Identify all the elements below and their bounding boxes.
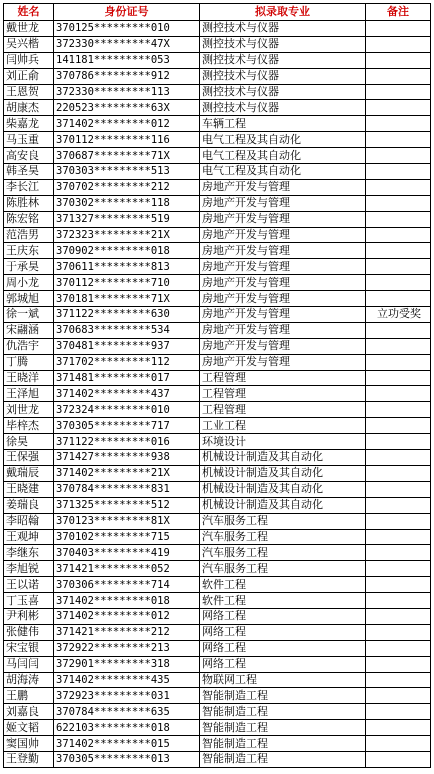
cell-major: 智能制造工程 bbox=[200, 736, 366, 752]
cell-name: 刘世龙 bbox=[4, 402, 54, 418]
cell-id-number: 370481*********937 bbox=[54, 338, 200, 354]
cell-note bbox=[366, 624, 431, 640]
cell-name: 王泽旭 bbox=[4, 386, 54, 402]
cell-major: 房地产开发与管理 bbox=[200, 227, 366, 243]
cell-major: 房地产开发与管理 bbox=[200, 275, 366, 291]
cell-name: 吴兴楷 bbox=[4, 36, 54, 52]
table-row bbox=[4, 418, 431, 434]
cell-name: 王晓洋 bbox=[4, 370, 54, 386]
table-row bbox=[4, 211, 431, 227]
cell-name: 王以诺 bbox=[4, 577, 54, 593]
cell-id-number: 371421*********052 bbox=[54, 561, 200, 577]
table-row bbox=[4, 116, 431, 132]
table-row bbox=[4, 84, 431, 100]
cell-name: 丁玉喜 bbox=[4, 593, 54, 609]
table-row bbox=[4, 164, 431, 180]
cell-major: 汽车服务工程 bbox=[200, 545, 366, 561]
table-row bbox=[4, 195, 431, 211]
cell-note bbox=[366, 751, 431, 767]
cell-note bbox=[366, 259, 431, 275]
cell-id-number: 371402*********21X bbox=[54, 465, 200, 481]
cell-id-number: 370784*********831 bbox=[54, 481, 200, 497]
table-row bbox=[4, 593, 431, 609]
cell-major: 电气工程及其自动化 bbox=[200, 148, 366, 164]
cell-name: 李昭翰 bbox=[4, 513, 54, 529]
cell-name: 尹利彬 bbox=[4, 608, 54, 624]
table-row bbox=[4, 322, 431, 338]
cell-id-number: 372323*********21X bbox=[54, 227, 200, 243]
cell-name: 于承昊 bbox=[4, 259, 54, 275]
cell-id-number: 370123*********81X bbox=[54, 513, 200, 529]
cell-name: 王恩贺 bbox=[4, 84, 54, 100]
cell-note bbox=[366, 116, 431, 132]
cell-major: 工业工程 bbox=[200, 418, 366, 434]
table-row bbox=[4, 465, 431, 481]
cell-note bbox=[366, 386, 431, 402]
header-row bbox=[4, 4, 431, 21]
cell-major: 房地产开发与管理 bbox=[200, 259, 366, 275]
table-row bbox=[4, 402, 431, 418]
table-row bbox=[4, 688, 431, 704]
cell-major: 房地产开发与管理 bbox=[200, 354, 366, 370]
cell-name: 姜瑞良 bbox=[4, 497, 54, 513]
table-row bbox=[4, 577, 431, 593]
table-row bbox=[4, 624, 431, 640]
table-row bbox=[4, 227, 431, 243]
cell-major: 工程管理 bbox=[200, 386, 366, 402]
cell-major: 测控技术与仪器 bbox=[200, 52, 366, 68]
table-row bbox=[4, 656, 431, 672]
cell-name: 毕梓杰 bbox=[4, 418, 54, 434]
cell-major: 汽车服务工程 bbox=[200, 529, 366, 545]
cell-note bbox=[366, 561, 431, 577]
table-row bbox=[4, 497, 431, 513]
cell-name: 李长江 bbox=[4, 179, 54, 195]
cell-id-number: 220523*********63X bbox=[54, 100, 200, 116]
cell-id-number: 372923*********031 bbox=[54, 688, 200, 704]
cell-id-number: 370786*********912 bbox=[54, 68, 200, 84]
cell-name: 王登勤 bbox=[4, 751, 54, 767]
cell-major: 机械设计制造及其自动化 bbox=[200, 481, 366, 497]
cell-id-number: 372330*********47X bbox=[54, 36, 200, 52]
cell-id-number: 371325*********512 bbox=[54, 497, 200, 513]
table-row bbox=[4, 21, 431, 37]
cell-major: 房地产开发与管理 bbox=[200, 338, 366, 354]
cell-id-number: 371122*********016 bbox=[54, 434, 200, 450]
cell-id-number: 370611*********813 bbox=[54, 259, 200, 275]
cell-major: 网络工程 bbox=[200, 608, 366, 624]
cell-note bbox=[366, 291, 431, 307]
cell-note bbox=[366, 36, 431, 52]
cell-name: 李旭锐 bbox=[4, 561, 54, 577]
table-row bbox=[4, 370, 431, 386]
cell-id-number: 372922*********213 bbox=[54, 640, 200, 656]
table-row bbox=[4, 450, 431, 466]
cell-note bbox=[366, 132, 431, 148]
cell-name: 刘嘉良 bbox=[4, 704, 54, 720]
cell-major: 物联网工程 bbox=[200, 672, 366, 688]
cell-major: 测控技术与仪器 bbox=[200, 100, 366, 116]
cell-major: 软件工程 bbox=[200, 593, 366, 609]
cell-name: 马玉重 bbox=[4, 132, 54, 148]
cell-major: 网络工程 bbox=[200, 624, 366, 640]
cell-major: 机械设计制造及其自动化 bbox=[200, 450, 366, 466]
cell-note bbox=[366, 688, 431, 704]
cell-note bbox=[366, 529, 431, 545]
cell-name: 宋宝银 bbox=[4, 640, 54, 656]
cell-note bbox=[366, 148, 431, 164]
cell-note bbox=[366, 720, 431, 736]
cell-id-number: 370112*********116 bbox=[54, 132, 200, 148]
cell-id-number: 371402*********012 bbox=[54, 608, 200, 624]
cell-major: 房地产开发与管理 bbox=[200, 195, 366, 211]
cell-major: 测控技术与仪器 bbox=[200, 68, 366, 84]
cell-major: 工程管理 bbox=[200, 370, 366, 386]
table-row bbox=[4, 132, 431, 148]
cell-major: 软件工程 bbox=[200, 577, 366, 593]
table-row bbox=[4, 545, 431, 561]
cell-note bbox=[366, 52, 431, 68]
cell-id-number: 370102*********715 bbox=[54, 529, 200, 545]
cell-note bbox=[366, 593, 431, 609]
cell-name: 郭城旭 bbox=[4, 291, 54, 307]
cell-note bbox=[366, 608, 431, 624]
cell-note bbox=[366, 243, 431, 259]
cell-note bbox=[366, 418, 431, 434]
cell-name: 刘正俞 bbox=[4, 68, 54, 84]
cell-major: 房地产开发与管理 bbox=[200, 179, 366, 195]
table-row bbox=[4, 148, 431, 164]
cell-note bbox=[366, 513, 431, 529]
table-row bbox=[4, 751, 431, 767]
cell-name: 丁腾 bbox=[4, 354, 54, 370]
cell-id-number: 141181*********053 bbox=[54, 52, 200, 68]
cell-major: 机械设计制造及其自动化 bbox=[200, 497, 366, 513]
cell-major: 测控技术与仪器 bbox=[200, 84, 366, 100]
cell-note: 立功受奖 bbox=[366, 307, 431, 323]
table-row bbox=[4, 608, 431, 624]
cell-major: 房地产开发与管理 bbox=[200, 243, 366, 259]
cell-name: 窦国帅 bbox=[4, 736, 54, 752]
cell-major: 智能制造工程 bbox=[200, 751, 366, 767]
cell-note bbox=[366, 227, 431, 243]
cell-note bbox=[366, 84, 431, 100]
cell-major: 智能制造工程 bbox=[200, 704, 366, 720]
cell-id-number: 370702*********212 bbox=[54, 179, 200, 195]
cell-id-number: 370683*********534 bbox=[54, 322, 200, 338]
cell-name: 王庆东 bbox=[4, 243, 54, 259]
table-row bbox=[4, 434, 431, 450]
cell-note bbox=[366, 545, 431, 561]
cell-major: 工程管理 bbox=[200, 402, 366, 418]
cell-name: 范浩男 bbox=[4, 227, 54, 243]
cell-major: 汽车服务工程 bbox=[200, 513, 366, 529]
cell-major: 汽车服务工程 bbox=[200, 561, 366, 577]
cell-major: 房地产开发与管理 bbox=[200, 322, 366, 338]
cell-id-number: 370306*********714 bbox=[54, 577, 200, 593]
cell-note bbox=[366, 275, 431, 291]
table-row bbox=[4, 259, 431, 275]
table-row bbox=[4, 291, 431, 307]
table-row bbox=[4, 243, 431, 259]
cell-note bbox=[366, 656, 431, 672]
cell-id-number: 371421*********212 bbox=[54, 624, 200, 640]
cell-name: 王晓建 bbox=[4, 481, 54, 497]
cell-note bbox=[366, 354, 431, 370]
cell-id-number: 370305*********717 bbox=[54, 418, 200, 434]
table-row bbox=[4, 100, 431, 116]
cell-name: 马闫闫 bbox=[4, 656, 54, 672]
cell-note bbox=[366, 21, 431, 37]
cell-major: 智能制造工程 bbox=[200, 688, 366, 704]
cell-name: 戴世龙 bbox=[4, 21, 54, 37]
cell-name: 胡康杰 bbox=[4, 100, 54, 116]
cell-name: 周小龙 bbox=[4, 275, 54, 291]
cell-name: 韩圣昊 bbox=[4, 164, 54, 180]
cell-name: 闫帅兵 bbox=[4, 52, 54, 68]
cell-note bbox=[366, 704, 431, 720]
cell-note bbox=[366, 195, 431, 211]
cell-note bbox=[366, 577, 431, 593]
cell-name: 王观坤 bbox=[4, 529, 54, 545]
header-major: 拟录取专业 bbox=[200, 4, 366, 21]
cell-name: 王鹏 bbox=[4, 688, 54, 704]
table-row bbox=[4, 672, 431, 688]
cell-note bbox=[366, 322, 431, 338]
cell-id-number: 370302*********118 bbox=[54, 195, 200, 211]
table-row bbox=[4, 704, 431, 720]
cell-name: 陈胜林 bbox=[4, 195, 54, 211]
table-row bbox=[4, 68, 431, 84]
cell-id-number: 370303*********513 bbox=[54, 164, 200, 180]
table-row bbox=[4, 561, 431, 577]
cell-major: 电气工程及其自动化 bbox=[200, 132, 366, 148]
cell-id-number: 370125*********010 bbox=[54, 21, 200, 37]
cell-note bbox=[366, 164, 431, 180]
header-id: 身份证号 bbox=[54, 4, 200, 21]
cell-note bbox=[366, 672, 431, 688]
cell-name: 张健伟 bbox=[4, 624, 54, 640]
cell-id-number: 370784*********635 bbox=[54, 704, 200, 720]
cell-name: 李继东 bbox=[4, 545, 54, 561]
cell-id-number: 370902*********018 bbox=[54, 243, 200, 259]
cell-id-number: 371122*********630 bbox=[54, 307, 200, 323]
cell-id-number: 372330*********113 bbox=[54, 84, 200, 100]
cell-id-number: 371402*********015 bbox=[54, 736, 200, 752]
table-row bbox=[4, 338, 431, 354]
cell-name: 宋翮涵 bbox=[4, 322, 54, 338]
cell-id-number: 622103*********018 bbox=[54, 720, 200, 736]
cell-name: 柴嘉龙 bbox=[4, 116, 54, 132]
cell-note bbox=[366, 179, 431, 195]
cell-note bbox=[366, 402, 431, 418]
cell-id-number: 370403*********419 bbox=[54, 545, 200, 561]
table-row bbox=[4, 307, 431, 323]
cell-name: 徐一斌 bbox=[4, 307, 54, 323]
cell-note bbox=[366, 434, 431, 450]
cell-id-number: 371402*********437 bbox=[54, 386, 200, 402]
admission-table bbox=[3, 3, 431, 768]
cell-note bbox=[366, 211, 431, 227]
table-row bbox=[4, 386, 431, 402]
cell-major: 房地产开发与管理 bbox=[200, 291, 366, 307]
table-row bbox=[4, 640, 431, 656]
cell-major: 环境设计 bbox=[200, 434, 366, 450]
cell-major: 机械设计制造及其自动化 bbox=[200, 465, 366, 481]
cell-major: 测控技术与仪器 bbox=[200, 36, 366, 52]
cell-name: 陈宏铭 bbox=[4, 211, 54, 227]
cell-id-number: 370305*********013 bbox=[54, 751, 200, 767]
cell-id-number: 371481*********017 bbox=[54, 370, 200, 386]
cell-name: 胡海涛 bbox=[4, 672, 54, 688]
cell-note bbox=[366, 497, 431, 513]
table-row bbox=[4, 720, 431, 736]
cell-id-number: 371427*********938 bbox=[54, 450, 200, 466]
cell-note bbox=[366, 640, 431, 656]
cell-id-number: 370687*********71X bbox=[54, 148, 200, 164]
cell-id-number: 371402*********012 bbox=[54, 116, 200, 132]
cell-major: 网络工程 bbox=[200, 640, 366, 656]
cell-note bbox=[366, 100, 431, 116]
cell-note bbox=[366, 465, 431, 481]
table-row bbox=[4, 354, 431, 370]
cell-id-number: 371702*********112 bbox=[54, 354, 200, 370]
cell-note bbox=[366, 338, 431, 354]
cell-major: 智能制造工程 bbox=[200, 720, 366, 736]
cell-note bbox=[366, 450, 431, 466]
cell-note bbox=[366, 736, 431, 752]
cell-name: 王保强 bbox=[4, 450, 54, 466]
table-row bbox=[4, 36, 431, 52]
cell-id-number: 372324*********010 bbox=[54, 402, 200, 418]
cell-major: 房地产开发与管理 bbox=[200, 211, 366, 227]
table-row bbox=[4, 481, 431, 497]
cell-note bbox=[366, 370, 431, 386]
cell-name: 戴瑞辰 bbox=[4, 465, 54, 481]
table-row bbox=[4, 529, 431, 545]
cell-major: 电气工程及其自动化 bbox=[200, 164, 366, 180]
cell-major: 房地产开发与管理 bbox=[200, 307, 366, 323]
cell-major: 车辆工程 bbox=[200, 116, 366, 132]
table-row bbox=[4, 513, 431, 529]
cell-name: 徐昊 bbox=[4, 434, 54, 450]
table-row bbox=[4, 52, 431, 68]
table-row bbox=[4, 275, 431, 291]
header-name: 姓名 bbox=[4, 4, 54, 21]
cell-id-number: 370181*********71X bbox=[54, 291, 200, 307]
cell-id-number: 371402*********018 bbox=[54, 593, 200, 609]
cell-id-number: 370112*********710 bbox=[54, 275, 200, 291]
cell-note bbox=[366, 481, 431, 497]
cell-id-number: 371402*********435 bbox=[54, 672, 200, 688]
table-row bbox=[4, 736, 431, 752]
cell-note bbox=[366, 68, 431, 84]
cell-name: 姬文韬 bbox=[4, 720, 54, 736]
cell-name: 仇浩宇 bbox=[4, 338, 54, 354]
cell-major: 测控技术与仪器 bbox=[200, 21, 366, 37]
cell-major: 网络工程 bbox=[200, 656, 366, 672]
cell-name: 高安良 bbox=[4, 148, 54, 164]
cell-id-number: 371327*********519 bbox=[54, 211, 200, 227]
cell-id-number: 372901*********318 bbox=[54, 656, 200, 672]
table-row bbox=[4, 179, 431, 195]
header-note: 备注 bbox=[366, 4, 431, 21]
